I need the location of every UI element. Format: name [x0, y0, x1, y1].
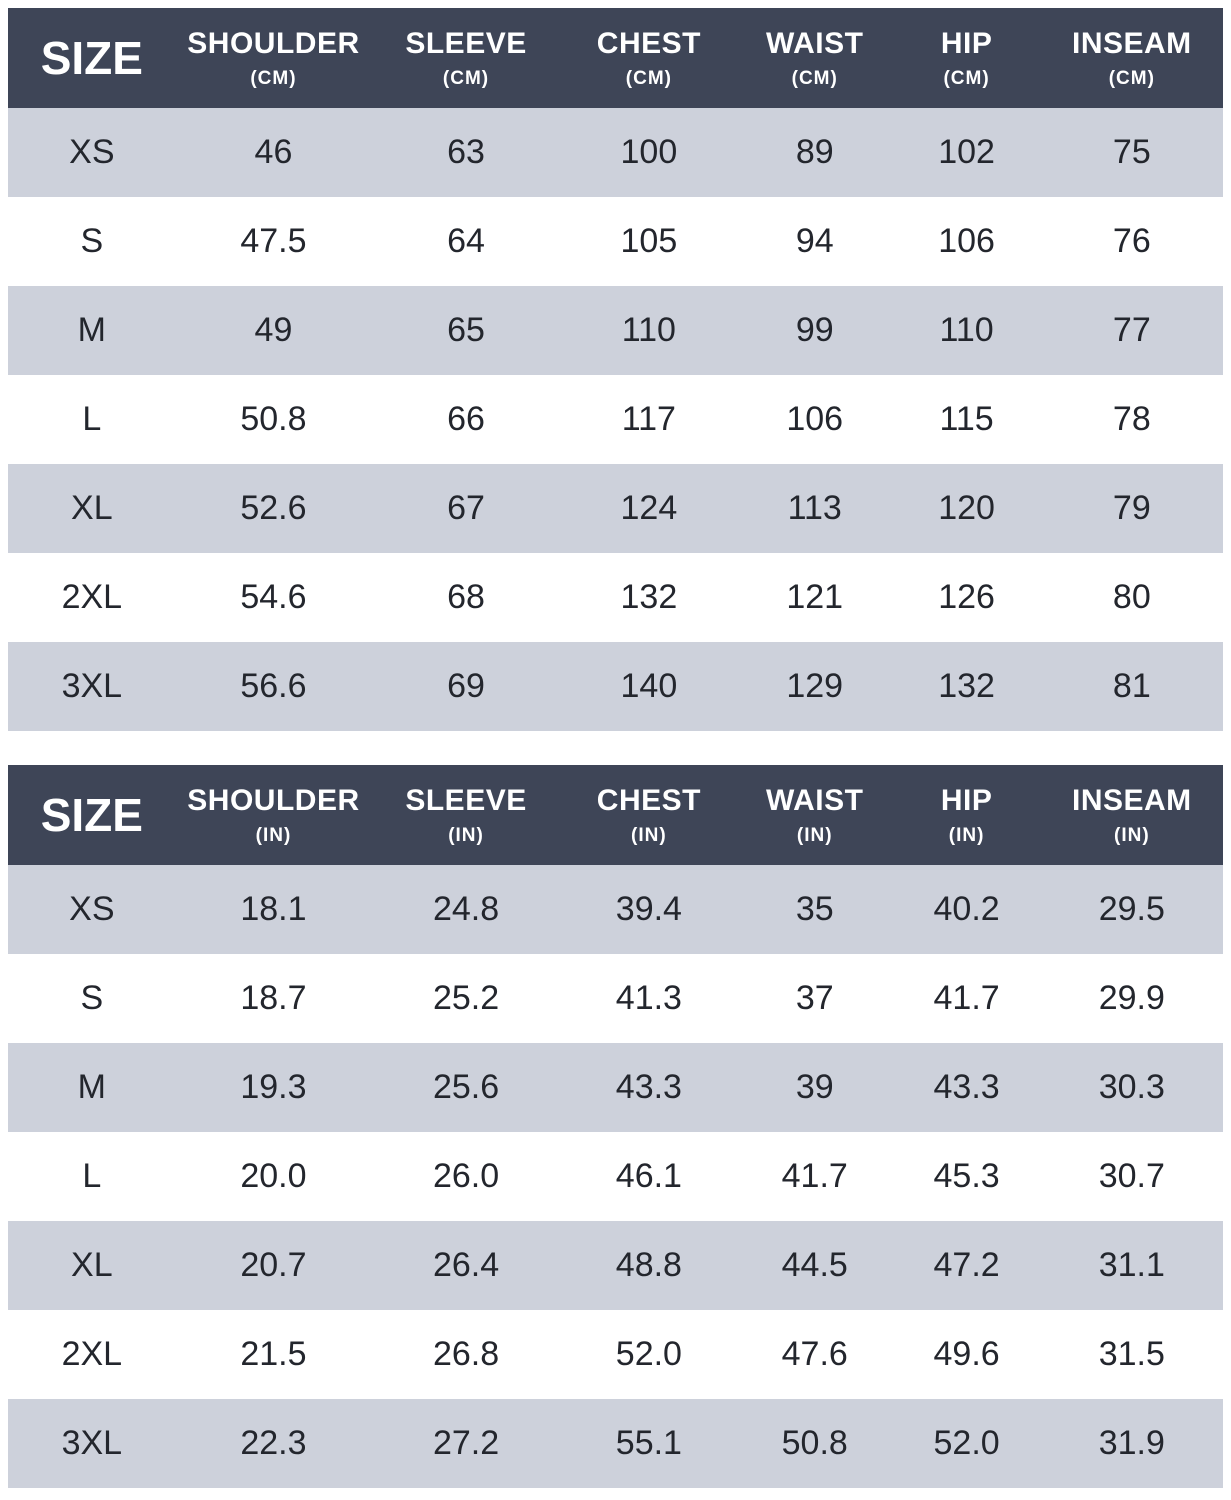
value-cell: 18.1	[240, 890, 307, 928]
table-row	[8, 197, 1223, 286]
column-header-unit: (IN)	[948, 824, 985, 846]
table-row	[8, 375, 1223, 464]
value-cell: 50.8	[240, 400, 307, 438]
table-row	[8, 954, 1223, 1043]
value-cell: 49	[254, 311, 293, 349]
value-cell: 52.6	[240, 489, 307, 527]
value-cell: 47.2	[933, 1246, 1000, 1284]
value-cell: 31.5	[1098, 1335, 1165, 1373]
value-cell: 68	[447, 578, 485, 616]
value-cell: 117	[621, 400, 676, 438]
value-cell: 30.3	[1098, 1068, 1165, 1106]
column-header-unit: (CM)	[943, 67, 990, 89]
value-cell: 31.9	[1098, 1424, 1165, 1462]
value-cell: 63	[447, 133, 485, 171]
size-cell: M	[77, 1068, 106, 1106]
value-cell: 106	[786, 400, 844, 438]
value-cell: 18.7	[240, 979, 307, 1017]
value-cell: 20.0	[240, 1157, 307, 1195]
column-header-unit: (CM)	[250, 67, 297, 89]
value-cell: 66	[447, 400, 485, 438]
size-column-header	[8, 765, 176, 865]
value-cell: 41.3	[615, 979, 682, 1017]
column-header-unit: (IN)	[796, 824, 833, 846]
size-cell: L	[82, 1157, 102, 1195]
table-row	[8, 553, 1223, 642]
size-cell: XL	[71, 1246, 113, 1284]
column-header-label: HIP	[940, 26, 993, 60]
column-header-label: CHEST	[596, 783, 701, 817]
value-cell: 26.8	[432, 1335, 500, 1373]
value-cell: 24.8	[432, 890, 500, 928]
value-cell: 110	[939, 311, 994, 349]
column-header-label: SHOULDER	[187, 783, 360, 817]
value-cell: 81	[1112, 667, 1151, 705]
value-cell: 69	[447, 667, 485, 705]
size-column-label: SIZE	[40, 32, 143, 84]
value-cell: 132	[620, 578, 678, 616]
column-header-label: WAIST	[765, 26, 864, 60]
column-header-unit: (IN)	[631, 824, 667, 846]
value-cell: 39	[795, 1068, 834, 1106]
column-header	[371, 765, 561, 865]
value-cell: 46	[254, 133, 293, 171]
value-cell: 45.3	[933, 1157, 1000, 1195]
value-cell: 29.5	[1098, 890, 1165, 928]
value-cell: 39.4	[615, 890, 682, 928]
value-cell: 47.6	[781, 1335, 848, 1373]
column-header	[176, 8, 372, 108]
value-cell: 121	[786, 578, 844, 616]
size-cell: 3XL	[61, 667, 123, 705]
value-cell: 78	[1112, 400, 1151, 438]
value-cell: 50.8	[781, 1424, 848, 1462]
header-row	[8, 8, 1223, 108]
column-header-label: WAIST	[765, 783, 864, 817]
value-cell: 99	[795, 311, 834, 349]
value-cell: 77	[1112, 311, 1151, 349]
column-header	[1041, 8, 1223, 108]
column-header-unit: (CM)	[625, 67, 672, 89]
value-cell: 37	[795, 979, 834, 1017]
value-cell: 126	[938, 578, 995, 616]
table-row	[8, 865, 1223, 954]
size-table-cm	[8, 8, 1223, 731]
size-chart-page	[8, 8, 1223, 1488]
size-cell: S	[80, 222, 104, 260]
value-cell: 27.2	[432, 1424, 500, 1462]
column-header-unit: (CM)	[442, 67, 490, 89]
size-cell: XS	[69, 133, 115, 171]
size-cell: 2XL	[61, 578, 123, 616]
column-header-label: SLEEVE	[405, 26, 527, 60]
value-cell: 52.0	[933, 1424, 1000, 1462]
value-cell: 80	[1112, 578, 1151, 616]
value-cell: 56.6	[240, 667, 307, 705]
value-cell: 110	[621, 311, 676, 349]
column-header-label: SLEEVE	[405, 783, 527, 817]
value-cell: 54.6	[240, 578, 307, 616]
column-header-label: HIP	[940, 783, 993, 817]
value-cell: 100	[620, 133, 678, 171]
value-cell: 52.0	[615, 1335, 682, 1373]
value-cell: 106	[938, 222, 995, 260]
column-header	[892, 765, 1040, 865]
value-cell: 41.7	[933, 979, 1000, 1017]
size-cell: S	[80, 979, 104, 1017]
table-row	[8, 642, 1223, 731]
value-cell: 76	[1112, 222, 1151, 260]
value-cell: 30.7	[1098, 1157, 1165, 1195]
value-cell: 102	[938, 133, 995, 171]
table-row	[8, 1132, 1223, 1221]
size-cell: L	[82, 400, 102, 438]
value-cell: 25.2	[432, 979, 500, 1017]
column-header-unit: (IN)	[1114, 824, 1150, 846]
value-cell: 48.8	[615, 1246, 682, 1284]
table-row	[8, 1399, 1223, 1488]
value-cell: 43.3	[615, 1068, 682, 1106]
value-cell: 25.6	[432, 1068, 500, 1106]
value-cell: 124	[620, 489, 678, 527]
size-cell: XL	[71, 489, 113, 527]
value-cell: 21.5	[240, 1335, 307, 1373]
column-header-unit: (IN)	[448, 824, 484, 846]
table-row	[8, 1221, 1223, 1310]
column-header-label: INSEAM	[1071, 26, 1192, 60]
value-cell: 46.1	[615, 1157, 682, 1195]
value-cell: 132	[938, 667, 995, 705]
value-cell: 22.3	[240, 1424, 307, 1462]
value-cell: 20.7	[240, 1246, 307, 1284]
value-cell: 105	[620, 222, 678, 260]
value-cell: 47.5	[240, 222, 307, 260]
value-cell: 41.7	[781, 1157, 848, 1195]
value-cell: 120	[938, 489, 995, 527]
size-cell: XS	[69, 890, 115, 928]
size-cell: 2XL	[61, 1335, 123, 1373]
column-header-unit: (CM)	[791, 67, 838, 89]
value-cell: 65	[447, 311, 485, 349]
column-header-unit: (CM)	[1108, 67, 1155, 89]
value-cell: 31.1	[1098, 1246, 1165, 1284]
value-cell: 44.5	[781, 1246, 848, 1284]
table-row	[8, 1043, 1223, 1132]
size-cell: M	[77, 311, 106, 349]
table-row	[8, 286, 1223, 375]
size-table-in	[8, 765, 1223, 1488]
size-cell: 3XL	[61, 1424, 123, 1462]
value-cell: 89	[795, 133, 834, 171]
column-header-label: CHEST	[596, 26, 701, 60]
value-cell: 35	[795, 890, 834, 928]
column-header-label: SHOULDER	[187, 26, 360, 60]
column-header	[892, 8, 1040, 108]
value-cell: 75	[1112, 133, 1151, 171]
value-cell: 43.3	[933, 1068, 1000, 1106]
value-cell: 55.1	[615, 1424, 682, 1462]
column-header-label: INSEAM	[1071, 783, 1192, 817]
value-cell: 19.3	[240, 1068, 307, 1106]
value-cell: 29.9	[1098, 979, 1165, 1017]
column-header	[1041, 765, 1223, 865]
value-cell: 129	[786, 667, 844, 705]
value-cell: 115	[939, 400, 994, 438]
size-column-header	[8, 8, 176, 108]
value-cell: 113	[787, 489, 842, 527]
value-cell: 140	[620, 667, 678, 705]
value-cell: 64	[447, 222, 485, 260]
header-row	[8, 765, 1223, 865]
table-row	[8, 1310, 1223, 1399]
column-header	[737, 8, 893, 108]
column-header	[176, 765, 372, 865]
column-header	[561, 765, 737, 865]
column-header	[737, 765, 893, 865]
column-header	[371, 8, 561, 108]
value-cell: 67	[447, 489, 485, 527]
column-header	[561, 8, 737, 108]
column-header-unit: (IN)	[255, 824, 292, 846]
value-cell: 49.6	[933, 1335, 1000, 1373]
value-cell: 26.0	[432, 1157, 500, 1195]
value-cell: 40.2	[933, 890, 1000, 928]
value-cell: 26.4	[432, 1246, 500, 1284]
table-row	[8, 108, 1223, 197]
size-column-label: SIZE	[40, 789, 143, 841]
table-row	[8, 464, 1223, 553]
value-cell: 79	[1112, 489, 1151, 527]
value-cell: 94	[795, 222, 834, 260]
